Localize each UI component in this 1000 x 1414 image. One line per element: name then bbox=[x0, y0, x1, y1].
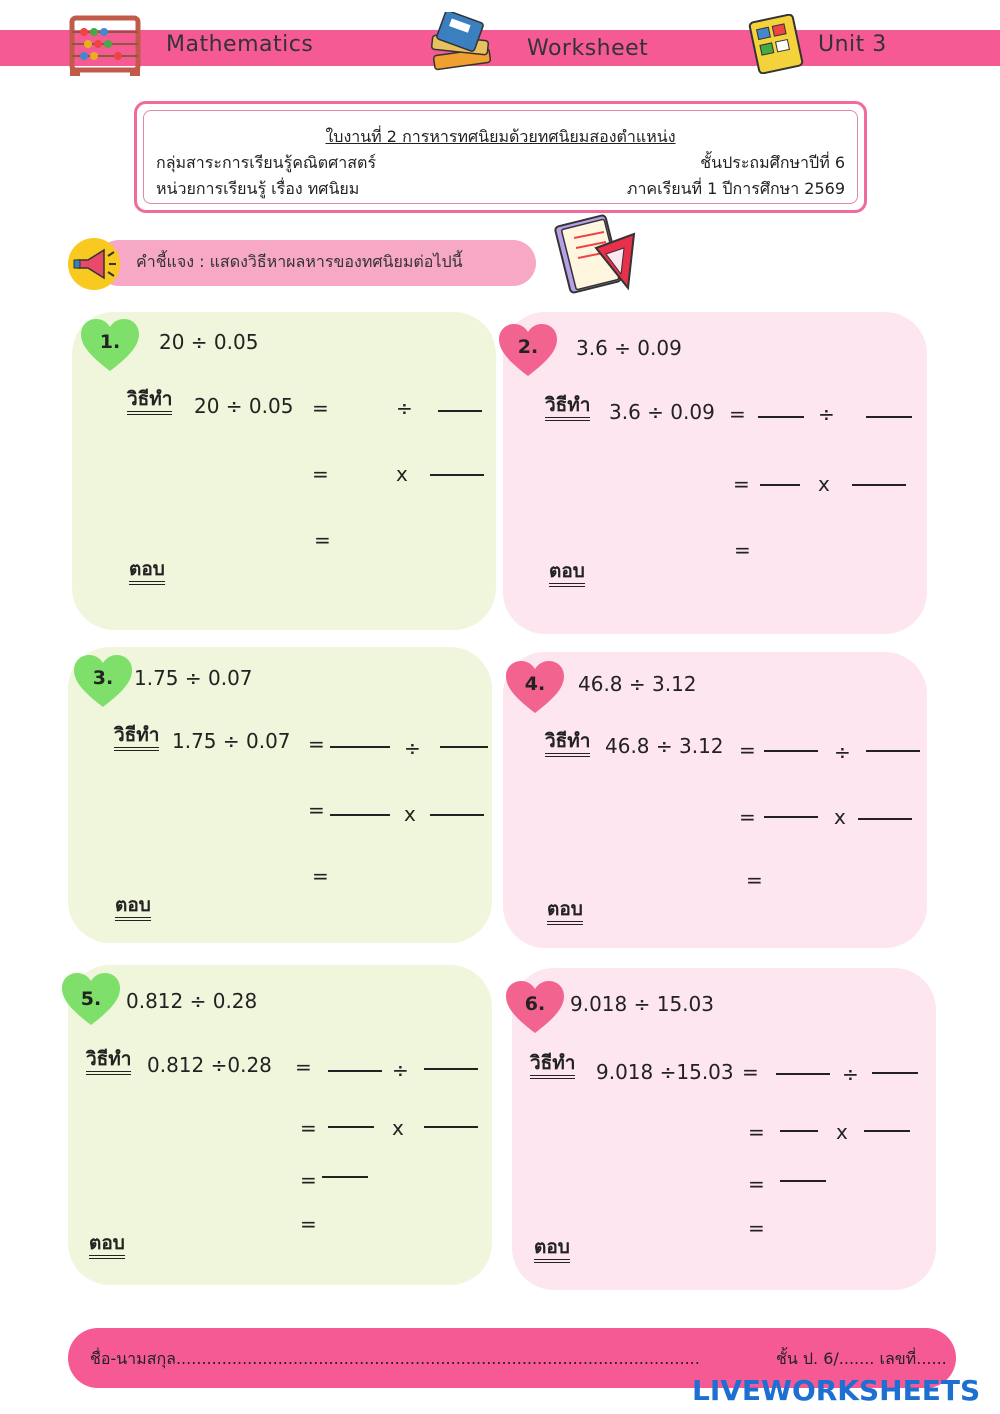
answer-blank[interactable] bbox=[866, 750, 920, 752]
answer-blank[interactable] bbox=[330, 746, 390, 748]
equals-sign: = bbox=[308, 798, 325, 822]
equals-sign: = bbox=[739, 805, 756, 829]
liveworksheets-logo: LIVEWORKSHEETS bbox=[692, 1374, 981, 1407]
method-label: วิธีทำ bbox=[114, 724, 159, 751]
answer-label: ตอบ bbox=[549, 560, 585, 587]
equals-sign: = bbox=[733, 472, 750, 496]
answer-label: ตอบ bbox=[129, 558, 165, 585]
subject-group: กลุ่มสาระการเรียนรู้คณิตศาสตร์ bbox=[156, 153, 377, 172]
work-expression: 9.018 ÷15.03 bbox=[596, 1060, 734, 1084]
equals-sign: = bbox=[300, 1212, 317, 1236]
header-row-1 bbox=[156, 151, 845, 176]
problem-number: 5. bbox=[80, 988, 102, 1010]
equals-sign: = bbox=[308, 732, 325, 756]
problem-expression: 3.6 ÷ 0.09 bbox=[576, 336, 682, 360]
banner-title: Worksheet bbox=[527, 36, 649, 61]
worksheet-header bbox=[134, 101, 867, 213]
answer-label: ตอบ bbox=[115, 894, 151, 921]
divide-sign: ÷ bbox=[396, 396, 413, 420]
work-expression: 0.812 ÷0.28 bbox=[147, 1053, 272, 1077]
method-label: วิธีทำ bbox=[127, 388, 172, 415]
answer-blank[interactable] bbox=[440, 746, 488, 748]
times-sign: x bbox=[404, 802, 416, 826]
answer-blank[interactable] bbox=[760, 484, 800, 486]
banner-unit: Unit 3 bbox=[818, 32, 887, 57]
answer-blank[interactable] bbox=[764, 750, 818, 752]
answer-blank[interactable] bbox=[764, 816, 818, 818]
problem-card-6 bbox=[512, 968, 936, 1290]
banner-subject: Mathematics bbox=[166, 32, 314, 57]
answer-label: ตอบ bbox=[534, 1236, 570, 1263]
abacus-icon bbox=[68, 14, 142, 78]
equals-sign: = bbox=[295, 1055, 312, 1079]
equals-sign: = bbox=[729, 402, 746, 426]
calculator-icon bbox=[748, 14, 806, 74]
method-label: วิธีทำ bbox=[530, 1052, 575, 1079]
answer-blank[interactable] bbox=[430, 814, 484, 816]
notebook-icon bbox=[548, 212, 640, 302]
answer-blank[interactable] bbox=[438, 410, 482, 412]
class-number-field[interactable]: ชั้น ป. 6/....... เลขที่...... bbox=[776, 1349, 947, 1368]
equals-sign: = bbox=[742, 1060, 759, 1084]
worksheet-title: ใบงานที่ 2 การหารทศนิยมด้วยทศนิยมสองตำแหน่ง bbox=[325, 127, 676, 146]
problem-number: 2. bbox=[517, 336, 539, 358]
instruction-text: คำชี้แจง : แสดงวิธีหาผลหารของทศนิยมต่อไปนี้ bbox=[136, 252, 463, 271]
answer-blank[interactable] bbox=[430, 474, 484, 476]
answer-blank[interactable] bbox=[780, 1130, 818, 1132]
answer-blank[interactable] bbox=[424, 1126, 478, 1128]
method-label: วิธีทำ bbox=[86, 1048, 131, 1075]
answer-blank[interactable] bbox=[322, 1176, 368, 1178]
answer-blank[interactable] bbox=[328, 1126, 374, 1128]
work-expression: 46.8 ÷ 3.12 bbox=[605, 734, 724, 758]
method-label: วิธีทำ bbox=[545, 730, 590, 757]
problem-number: 6. bbox=[524, 993, 546, 1015]
answer-blank[interactable] bbox=[330, 814, 390, 816]
divide-sign: ÷ bbox=[392, 1058, 409, 1082]
equals-sign: = bbox=[739, 738, 756, 762]
work-expression: 1.75 ÷ 0.07 bbox=[172, 729, 291, 753]
divide-sign: ÷ bbox=[404, 736, 421, 760]
equals-sign: = bbox=[314, 528, 331, 552]
answer-blank[interactable] bbox=[424, 1068, 478, 1070]
problem-expression: 20 ÷ 0.05 bbox=[159, 330, 259, 354]
equals-sign: = bbox=[748, 1216, 765, 1240]
term-year: ภาคเรียนที่ 1 ปีการศึกษา 2569 bbox=[626, 179, 845, 198]
answer-blank[interactable] bbox=[864, 1130, 910, 1132]
equals-sign: = bbox=[748, 1172, 765, 1196]
answer-blank[interactable] bbox=[858, 818, 912, 820]
work-expression: 20 ÷ 0.05 bbox=[194, 394, 294, 418]
equals-sign: = bbox=[312, 396, 329, 420]
answer-blank[interactable] bbox=[758, 416, 804, 418]
grade-level: ชั้นประถมศึกษาปีที่ 6 bbox=[700, 153, 845, 172]
equals-sign: = bbox=[734, 538, 751, 562]
times-sign: x bbox=[818, 472, 830, 496]
megaphone-icon bbox=[66, 236, 122, 292]
math-books-icon bbox=[426, 12, 496, 78]
equals-sign: = bbox=[312, 864, 329, 888]
times-sign: x bbox=[836, 1120, 848, 1144]
times-sign: x bbox=[396, 462, 408, 486]
divide-sign: ÷ bbox=[818, 402, 835, 426]
header-inner-frame bbox=[143, 110, 858, 204]
problem-expression: 46.8 ÷ 3.12 bbox=[578, 672, 697, 696]
answer-label: ตอบ bbox=[89, 1232, 125, 1259]
problem-number: 1. bbox=[99, 331, 121, 353]
answer-blank[interactable] bbox=[866, 416, 912, 418]
equals-sign: = bbox=[312, 462, 329, 486]
problem-card-5 bbox=[68, 965, 492, 1285]
divide-sign: ÷ bbox=[842, 1062, 859, 1086]
work-expression: 3.6 ÷ 0.09 bbox=[609, 400, 715, 424]
problem-number: 3. bbox=[92, 667, 114, 689]
answer-blank[interactable] bbox=[852, 484, 906, 486]
method-label: วิธีทำ bbox=[545, 394, 590, 421]
answer-blank[interactable] bbox=[780, 1180, 826, 1182]
equals-sign: = bbox=[300, 1116, 317, 1140]
answer-blank[interactable] bbox=[328, 1070, 382, 1072]
answer-blank[interactable] bbox=[872, 1072, 918, 1074]
equals-sign: = bbox=[748, 1120, 765, 1144]
equals-sign: = bbox=[300, 1168, 317, 1192]
problem-number: 4. bbox=[524, 673, 546, 695]
answer-label: ตอบ bbox=[547, 898, 583, 925]
times-sign: x bbox=[392, 1116, 404, 1140]
header-row-2 bbox=[156, 177, 845, 202]
learning-unit: หน่วยการเรียนรู้ เรื่อง ทศนิยม bbox=[156, 179, 360, 198]
equals-sign: = bbox=[746, 868, 763, 892]
student-name-field[interactable]: ชื่อ-นามสกุล....................................................................................................... bbox=[90, 1349, 700, 1368]
divide-sign: ÷ bbox=[834, 740, 851, 764]
times-sign: x bbox=[834, 805, 846, 829]
problem-expression: 9.018 ÷ 15.03 bbox=[570, 992, 714, 1016]
answer-blank[interactable] bbox=[776, 1073, 830, 1075]
problem-expression: 1.75 ÷ 0.07 bbox=[134, 666, 253, 690]
problem-expression: 0.812 ÷ 0.28 bbox=[126, 989, 258, 1013]
